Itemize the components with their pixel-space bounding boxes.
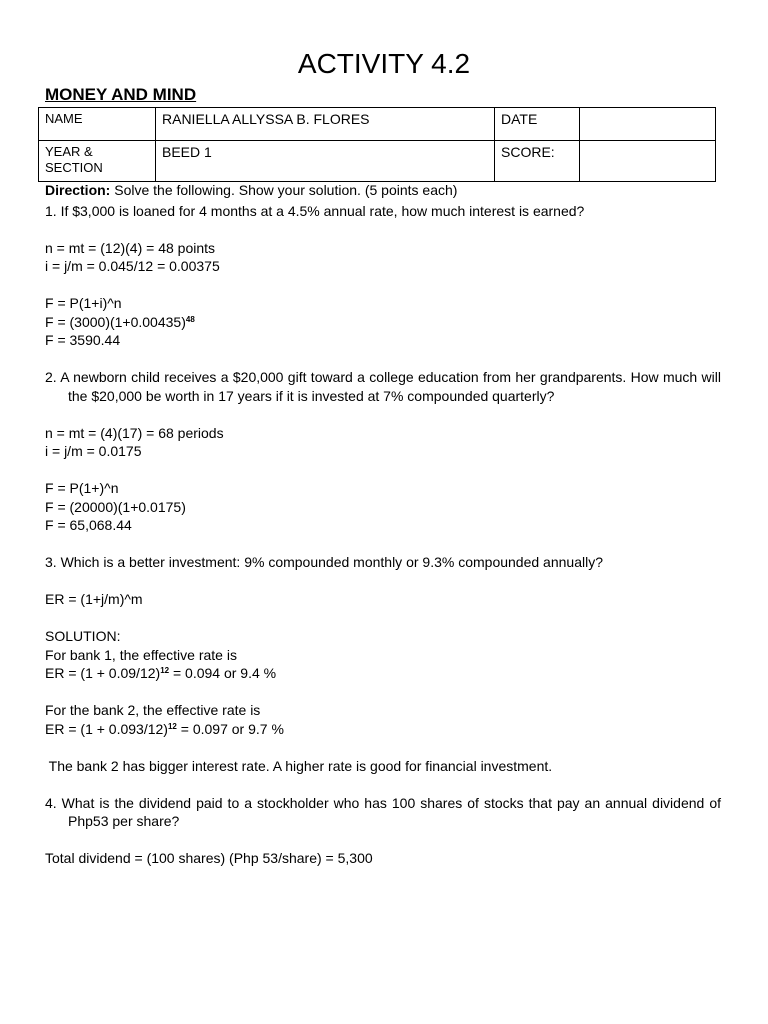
q1-line-5: F = 3590.44 bbox=[45, 332, 121, 348]
question-2: 2. A newborn child receives a $20,000 gift toward a college education from her grandparents. How much will the $20,000 be worth in 17 years if it is invested at 7% compounded quarterly? bbox=[45, 369, 721, 404]
page-subtitle: MONEY AND MIND bbox=[45, 85, 197, 104]
q1-line-1: n = mt = (12)(4) = 48 points bbox=[45, 239, 216, 256]
question-1: 1. If $3,000 is loaned for 4 months at a 4.5% annual rate, how much interest is earned? bbox=[45, 202, 585, 219]
direction-text: Solve the following. Show your solution. (5 points each) bbox=[110, 182, 458, 198]
q2-line-4: F = (20000)(1+0.0175) bbox=[45, 498, 186, 515]
q3-bank2-expr: ER = (1 + 0.093/12) bbox=[45, 720, 168, 737]
q3-bank2-exponent: 12 bbox=[167, 721, 177, 731]
q1-line-4-text: F = (3000)(1+0.00435) bbox=[45, 313, 186, 330]
year-section-value-text: BEED 1 bbox=[162, 144, 212, 160]
q1-line-2: i = j/m = 0.045/12 = 0.00375 bbox=[45, 258, 220, 274]
page-title: ACTIVITY 4.2 bbox=[297, 48, 471, 79]
q2-line-2: i = j/m = 0.0175 bbox=[45, 443, 142, 459]
q3-bank1-expr: ER = (1 + 0.09/12) bbox=[45, 665, 161, 681]
q3-bank1-intro: For bank 1, the effective rate is bbox=[45, 646, 237, 663]
table-row bbox=[39, 108, 716, 141]
date-label bbox=[495, 108, 580, 141]
q3-conclusion: The bank 2 has bigger interest rate. A higher rate is good for financial investment. bbox=[45, 757, 553, 774]
score-value bbox=[580, 141, 716, 182]
q3-formula: ER = (1+j/m)^m bbox=[45, 591, 143, 607]
q1-line-4-exponent: 48 bbox=[185, 314, 195, 324]
q2-line-3: F = P(1+)^n bbox=[45, 480, 119, 496]
name-label: NAME bbox=[39, 108, 156, 141]
direction-line bbox=[45, 181, 721, 200]
q3-bank2-value: = 0.097 or 9.7 % bbox=[176, 720, 284, 737]
worksheet-content bbox=[45, 181, 721, 868]
q2-line-5: F = 65,068.44 bbox=[45, 517, 132, 533]
q3-bank1-result bbox=[45, 664, 721, 683]
q1-line-3: F = P(1+i)^n bbox=[45, 295, 122, 311]
year-section-label bbox=[39, 141, 156, 182]
date-label-text: DATE bbox=[501, 111, 538, 127]
q3-bank2-intro: For the bank 2, the effective rate is bbox=[45, 702, 261, 718]
q3-solution-label: SOLUTION: bbox=[45, 628, 121, 644]
score-label-text: SCORE: bbox=[501, 144, 555, 160]
q3-bank1-value: = 0.094 or 9.4 % bbox=[169, 665, 277, 681]
score-label bbox=[495, 141, 580, 182]
name-value-text: RANIELLA ALLYSSA B. FLORES bbox=[162, 111, 370, 127]
question-4: 4. What is the dividend paid to a stockholder who has 100 shares of stocks that pay an annual dividend of Php53 per share? bbox=[45, 794, 721, 829]
name-value bbox=[156, 108, 495, 141]
year-label-line-2: SECTION bbox=[45, 160, 103, 175]
q2-line-1: n = mt = (4)(17) = 68 periods bbox=[45, 424, 224, 441]
table-row bbox=[39, 141, 716, 182]
student-info-table bbox=[38, 107, 716, 182]
date-value bbox=[580, 108, 716, 141]
question-3: 3. Which is a better investment: 9% compounded monthly or 9.3% compounded annually? bbox=[45, 554, 603, 570]
year-section-value bbox=[156, 141, 495, 182]
q4-answer: Total dividend = (100 shares) (Php 53/share) = 5,300 bbox=[45, 850, 373, 866]
q3-bank2-result bbox=[45, 720, 721, 739]
q3-bank1-exponent: 12 bbox=[160, 666, 170, 675]
q1-line-4 bbox=[45, 313, 721, 332]
direction-label: Direction: bbox=[45, 182, 111, 198]
year-label-line-1: YEAR & bbox=[45, 144, 93, 159]
